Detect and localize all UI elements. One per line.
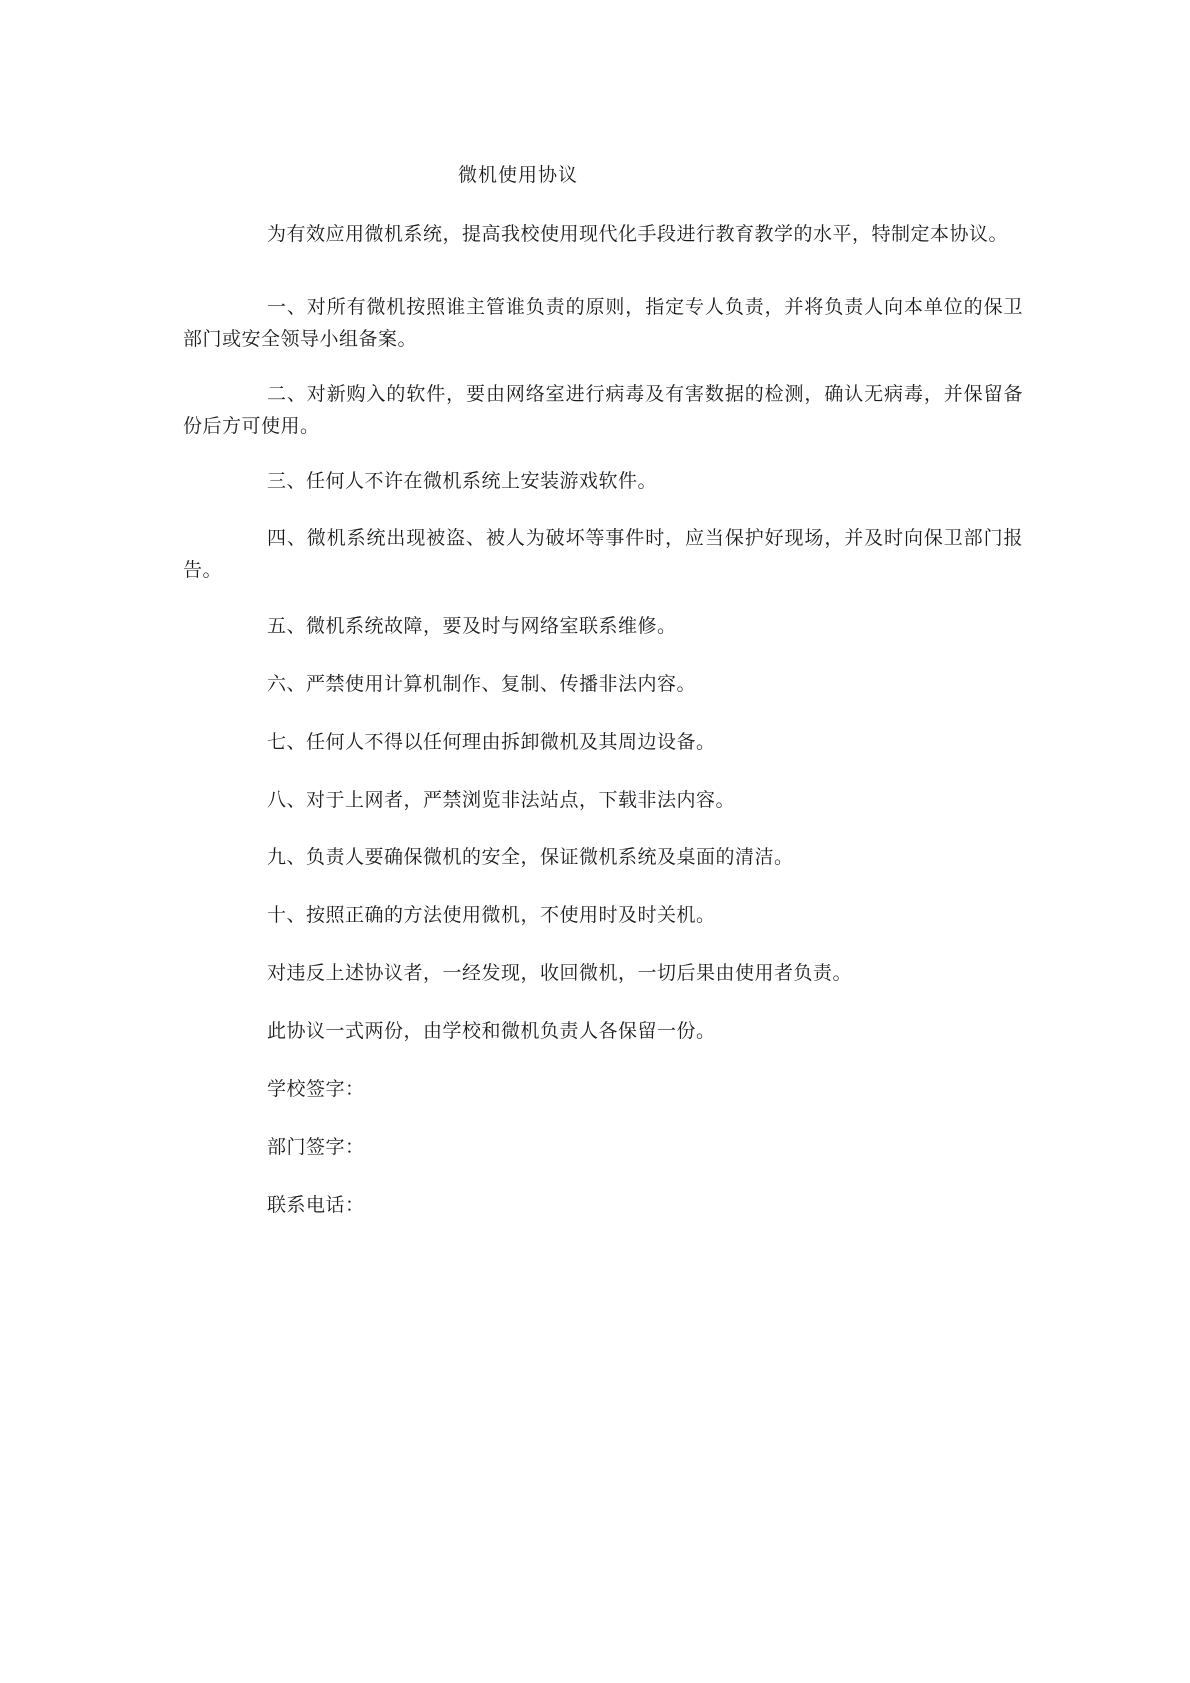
clause-8: 八、对于上网者，严禁浏览非法站点，下载非法内容。 — [267, 789, 736, 811]
clause-7: 七、任何人不得以任何理由拆卸微机及其周边设备。 — [267, 731, 716, 753]
intro-paragraph: 为有效应用微机系统，提高我校使用现代化手段进行教育教学的水平，特制定本协议。 — [267, 223, 1009, 245]
violation-note: 对违反上述协议者，一经发现，收回微机，一切后果由使用者负责。 — [267, 962, 853, 984]
document-title: 微机使用协议 — [458, 164, 579, 186]
clause-2: 二、对新购入的软件，要由网络室进行病毒及有害数据的检测，确认无病毒，并保留备份后方可使用。 — [183, 383, 1023, 437]
clause-5: 五、微机系统故障，要及时与网络室联系维修。 — [267, 615, 677, 637]
clause-3: 三、任何人不许在微机系统上安装游戏软件。 — [267, 470, 658, 492]
school-signature-label: 学校签字： — [267, 1078, 365, 1100]
clause-10: 十、按照正确的方法使用微机，不使用时及时关机。 — [267, 904, 716, 926]
clause-6: 六、严禁使用计算机制作、复制、传播非法内容。 — [267, 673, 697, 695]
contact-phone-label: 联系电话： — [267, 1194, 365, 1216]
clause-4: 四、微机系统出现被盗、被人为破坏等事件时，应当保护好现场，并及时向保卫部门报告。 — [183, 527, 1023, 581]
copies-note: 此协议一式两份，由学校和微机负责人各保留一份。 — [267, 1020, 716, 1042]
department-signature-label: 部门签字： — [267, 1136, 365, 1158]
clause-9: 九、负责人要确保微机的安全，保证微机系统及桌面的清洁。 — [267, 846, 794, 868]
clause-1: 一、对所有微机按照谁主管谁负责的原则，指定专人负责，并将负责人向本单位的保卫部门或安全领导小组备案。 — [183, 296, 1023, 350]
